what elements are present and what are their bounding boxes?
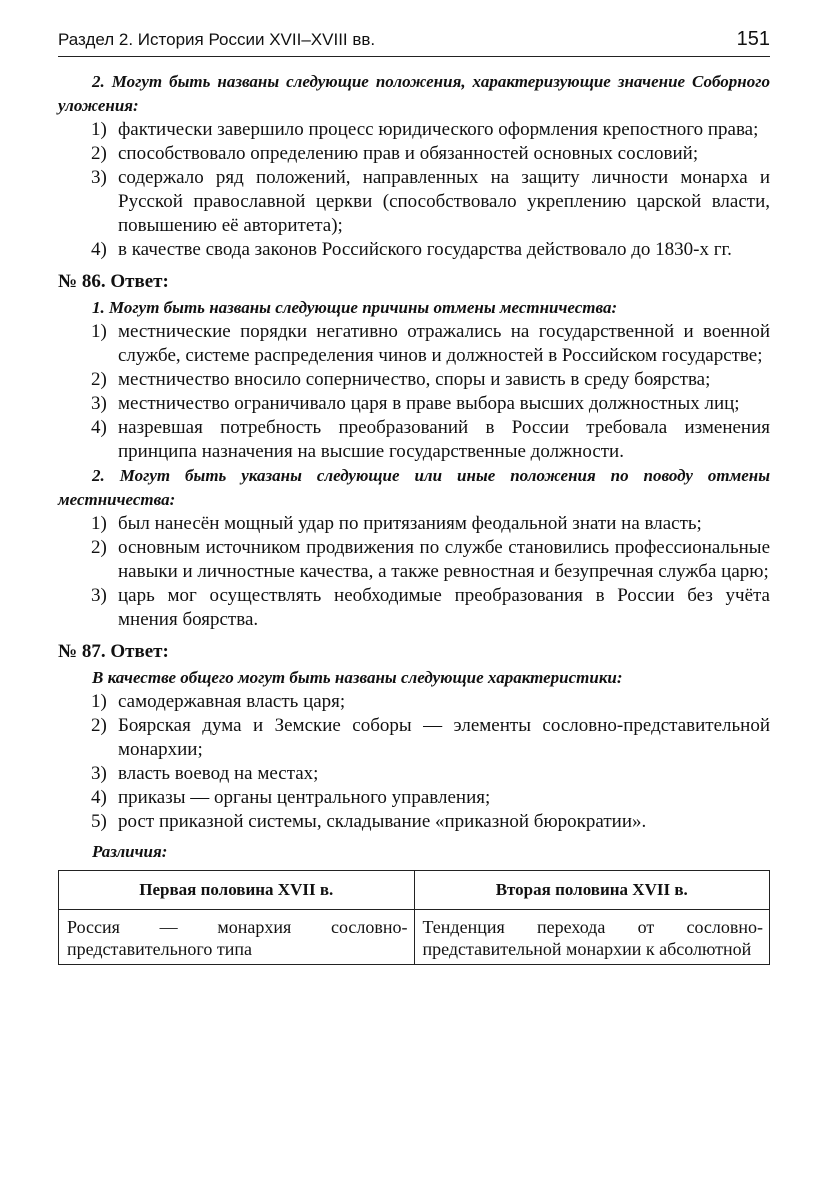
table-cell: Россия — монархия сословно-представительного типа: [59, 910, 415, 965]
list-item: 4) назревшая потребность преобразований в России требовала изменения принципа назначения на высшие государственные должности.: [91, 417, 770, 462]
list-item: 1) самодержавная власть царя;: [91, 691, 346, 712]
answer-86-list-2: [58, 512, 770, 632]
list-item: 1) фактически завершило процесс юридического оформления крепостного права;: [91, 119, 759, 140]
table-header-second-half: Вторая половина XVII в.: [414, 871, 770, 910]
table-row: [59, 910, 770, 965]
answer-86-list-1: [58, 320, 770, 464]
page-number: 151: [736, 28, 770, 50]
answer-86-lead-1: 1. Могут быть названы следующие причины отмены местничества:: [92, 298, 618, 317]
differences-label: Различия:: [92, 842, 168, 861]
list-item: 2) Боярская дума и Земские соборы — элементы сословно-представительной монархии;: [91, 715, 770, 760]
list-item: 2) способствовало определению прав и обязанностей основных сословий;: [91, 143, 699, 164]
list-item: 4) в качестве свода законов Российского государства действовало до 1830-х гг.: [91, 239, 732, 260]
page-header: [58, 26, 770, 57]
section-lead: 2. Могут быть названы следующие положения, характеризующие значение Соборного уложения:: [58, 72, 770, 115]
table-header-row: [59, 871, 770, 910]
answer-87-heading: № 87. Ответ:: [58, 641, 169, 662]
list-item: 1) был нанесён мощный удар по притязаниям феодальной знати на власть;: [91, 513, 702, 534]
ulozhenie-list: [58, 118, 770, 262]
table-cell: Тенденция перехода от сословно-представительной монархии к абсолютной: [414, 910, 770, 965]
differences-table: [58, 870, 770, 965]
list-item: 5) рост приказной системы, складывание «приказной бюрократии».: [91, 811, 647, 832]
list-item: 1) местнические порядки негативно отражались на государственной и военной службе, системе распределения чинов и должностей в Российском государстве;: [91, 321, 770, 366]
list-item: 4) приказы — органы центрального управления;: [91, 787, 491, 808]
page-body: [58, 70, 770, 965]
running-title: Раздел 2. История России XVII–XVIII вв.: [58, 30, 376, 49]
list-item: 3) местничество ограничивало царя в праве выбора высших должностных лиц;: [91, 393, 740, 414]
answer-87-lead: В качестве общего могут быть названы следующие характеристики:: [92, 668, 623, 687]
list-item: 3) царь мог осуществлять необходимые преобразования в России без учёта мнения боярства.: [91, 585, 770, 630]
answer-86-lead-2: 2. Могут быть указаны следующие или иные положения по поводу отмены местничества:: [58, 466, 770, 509]
list-item: 2) местничество вносило соперничество, споры и зависть в среду боярства;: [91, 369, 711, 390]
answer-86-heading: № 86. Ответ:: [58, 271, 169, 292]
list-item: 2) основным источником продвижения по службе становились профессиональные навыки и личностные качества, а также ревностная и безупречная служба царю;: [91, 537, 770, 582]
answer-87-list: [58, 690, 770, 834]
table-header-first-half: Первая половина XVII в.: [59, 871, 415, 910]
list-item: 3) содержало ряд положений, направленных на защиту личности монарха и Русской православной церкви (способствовало укреплению царской власти, повышению её авторитета);: [91, 167, 770, 236]
list-item: 3) власть воевод на местах;: [91, 763, 319, 784]
